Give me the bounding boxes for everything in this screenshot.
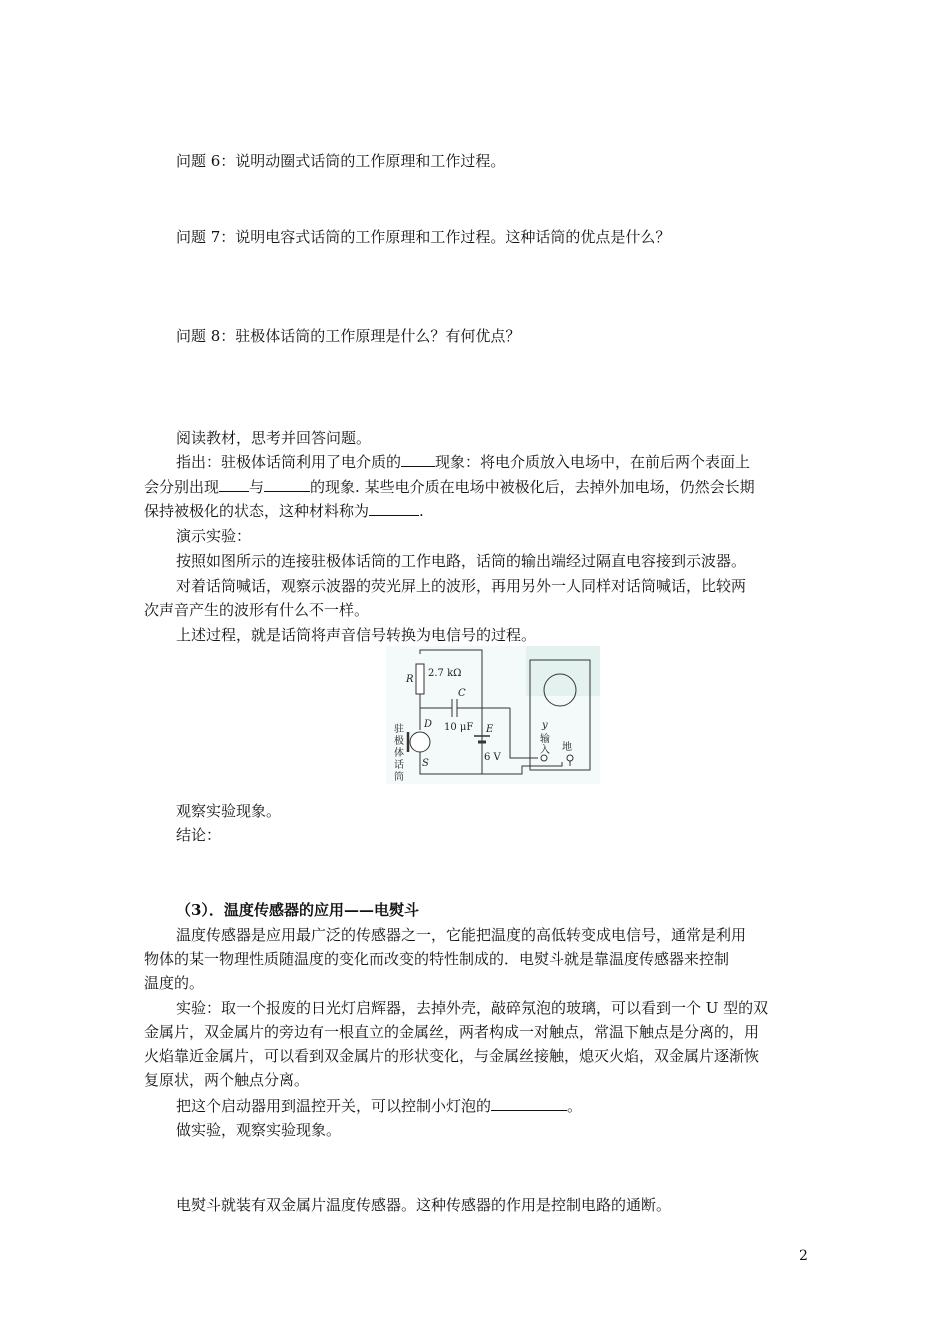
demo-paragraph-2b: 次声音产生的波形有什么不一样。 <box>144 601 370 619</box>
reading-point-text-a: 指出：驻极体话筒利用了电介质的 <box>176 453 402 471</box>
reading-intro: 阅读教材，思考并回答问题。 <box>176 429 372 447</box>
demo-paragraph-2a: 对着话筒喊话，观察示波器的荧光屏上的波形，再用另外一人同样对话筒喊话，比较两 <box>176 577 747 595</box>
mic-label-4: 话 <box>394 760 404 771</box>
section-3-p2b: 金属片，双金属片的旁边有一根直立的金属丝，两者构成一对触点，常温下触点是分离的，用 <box>144 1023 760 1041</box>
capacitor-label: C <box>458 688 466 699</box>
section-3-p5: 电熨斗就装有双金属片温度传感器。这种传感器的作用是控制电路的通断。 <box>176 1196 672 1214</box>
resistor-label: R <box>406 674 414 685</box>
oscilloscope-y-label: y <box>542 720 548 731</box>
blank-charge-1 <box>219 476 249 492</box>
section-3-p1c: 温度的。 <box>144 974 205 992</box>
section-3-p3-text-b: 。 <box>567 1097 583 1115</box>
reading-point-line3 <box>144 500 814 522</box>
mic-label-3: 体 <box>394 748 404 759</box>
question-8: 问题 8：驻极体话筒的工作原理是什么？有何优点？ <box>176 327 521 345</box>
blank-lamp-control <box>491 1095 567 1111</box>
section-3-p1a: 温度传感器是应用最广泛的传感器之一，它能把温度的高低转变成电信号，通常是利用 <box>176 926 747 944</box>
oscilloscope-input-label-2: 入 <box>540 745 550 756</box>
section-3-p3-text-a: 把这个启动器用到温控开关，可以控制小灯泡的 <box>176 1097 492 1115</box>
drain-label: D <box>424 719 433 730</box>
page-number: 2 <box>799 1248 808 1264</box>
reading-line3-text-a: 保持被极化的状态，这种材料称为 <box>144 502 370 520</box>
question-6: 问题 6：说明动圈式话筒的工作原理和工作过程。 <box>176 152 506 170</box>
resistor-value: 2.7 kΩ <box>428 668 462 679</box>
reading-line3-text-b: . <box>419 502 424 520</box>
blank-charge-2 <box>264 476 310 492</box>
reading-point-line1 <box>176 451 816 473</box>
reading-point-text-b: 现象：将电介质放入电场中，在前后两个表面上 <box>435 453 751 471</box>
oscilloscope-input-label-1: 输 <box>540 734 550 745</box>
mic-label-5: 筒 <box>394 772 404 783</box>
capacitor-value: 10 μF <box>444 722 474 733</box>
source-label: S <box>422 758 429 769</box>
demo-paragraph-1: 按照如图所示的连接驻极体话筒的工作电路，话筒的输出端经过隔直电容接到示波器。 <box>176 552 747 570</box>
section-3-p2a: 实验：取一个报废的日光灯启辉器，去掉外壳，敲碎氖泡的玻璃，可以看到一个 U 型的双 <box>176 999 769 1017</box>
section-3-p1b: 物体的某一物理性质随温度的变化而改变的特性制成的．电熨斗就是靠温度传感器来控制 <box>144 950 730 968</box>
section-3-p2d: 复原状，两个触点分离。 <box>144 1071 310 1089</box>
demo-paragraph-3: 上述过程，就是话筒将声音信号转换为电信号的过程。 <box>176 626 537 644</box>
mic-label-2: 极 <box>394 736 404 747</box>
reading-point-line2 <box>144 476 814 498</box>
reading-line2-text-a: 会分别出现 <box>144 478 220 496</box>
demo-heading: 演示实验： <box>176 527 252 545</box>
oscilloscope-ground-label: 地 <box>562 742 572 753</box>
battery-value: 6 V <box>484 752 501 763</box>
conclusion-label: 结论： <box>176 826 222 844</box>
blank-polarization <box>401 451 435 467</box>
blank-material <box>369 500 419 516</box>
section-3-p2c: 火焰靠近金属片，可以看到双金属片的形状变化，与金属丝接触，熄灭火焰，双金属片逐渐恢 <box>144 1047 760 1065</box>
electret-mic-circuit-diagram <box>386 646 600 784</box>
section-3-title: （3）．温度传感器的应用——电熨斗 <box>176 901 419 919</box>
question-7: 问题 7：说明电容式话筒的工作原理和工作过程。这种话筒的优点是什么？ <box>176 228 671 246</box>
section-3-p4: 做实验，观察实验现象。 <box>176 1121 342 1139</box>
mic-label-1: 驻 <box>394 724 404 735</box>
reading-line2-text-b: 与 <box>249 478 265 496</box>
figure-background-tint <box>526 646 600 696</box>
reading-line2-text-c: 的现象. 某些电介质在电场中被极化后，去掉外加电场，仍然会长期 <box>310 478 755 496</box>
section-3-p3 <box>176 1095 816 1117</box>
observe-text: 观察实验现象。 <box>176 802 282 820</box>
battery-label: E <box>486 724 494 735</box>
